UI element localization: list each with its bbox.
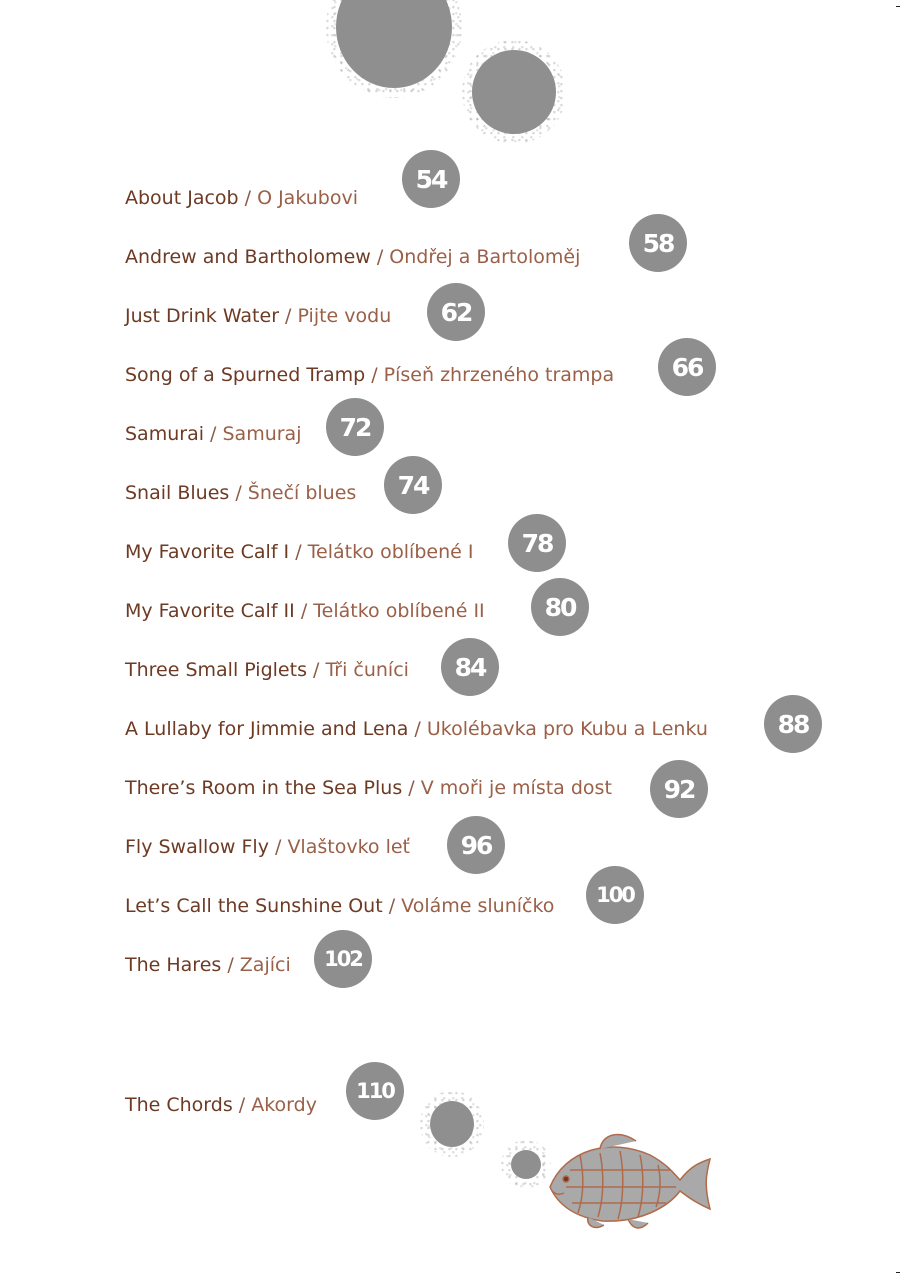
- toc-title-czech: V moři je místa dost: [420, 777, 612, 799]
- toc-separator: /: [402, 777, 421, 799]
- page-number-bubble: 96: [447, 816, 505, 874]
- toc-entry[interactable]: [125, 658, 409, 682]
- toc-title-english: Snail Blues: [125, 482, 230, 504]
- toc-entry[interactable]: [125, 245, 580, 269]
- toc-title-english: Song of a Spurned Tramp: [125, 364, 366, 386]
- toc-title-czech: Píseň zhrzeného trampa: [383, 364, 615, 386]
- crop-mark-bottom-right: [896, 1272, 900, 1273]
- toc-title-english: The Hares: [125, 954, 222, 976]
- toc-entry[interactable]: [125, 481, 356, 505]
- page-number-bubble: 102: [314, 930, 372, 988]
- toc-entry[interactable]: [125, 953, 291, 977]
- page-number-bubble: 84: [441, 638, 499, 696]
- toc-title-english: A Lullaby for Jimmie and Lena: [125, 718, 409, 740]
- toc-separator: /: [232, 1094, 252, 1116]
- toc-title-english: Fly Swallow Fly: [125, 836, 269, 858]
- toc-separator: /: [382, 895, 402, 917]
- toc-entry[interactable]: [125, 422, 301, 446]
- toc-entry[interactable]: [125, 304, 391, 328]
- toc-title-czech: Telátko oblíbené II: [313, 600, 485, 622]
- toc-separator: /: [204, 423, 223, 445]
- toc-entry[interactable]: [125, 363, 614, 387]
- toc-separator: /: [238, 187, 258, 209]
- fish-icon: [540, 1125, 715, 1235]
- page-number-bubble: 92: [650, 760, 708, 818]
- toc-title-english: There’s Room in the Sea Plus: [125, 777, 403, 799]
- toc-separator: /: [294, 600, 314, 622]
- toc-title-czech: Telátko oblíbené I: [307, 541, 474, 563]
- toc-separator: /: [370, 246, 390, 268]
- toc-title-czech: Vlaštovko leť: [287, 836, 410, 858]
- toc-title-czech: Samuraj: [222, 423, 302, 445]
- toc-entry[interactable]: [125, 599, 485, 623]
- toc-entry[interactable]: [125, 186, 358, 210]
- toc-entry[interactable]: [125, 717, 708, 741]
- toc-title-english: My Favorite Calf I: [125, 541, 290, 563]
- toc-title-english: Just Drink Water: [125, 305, 280, 327]
- toc-entry[interactable]: [125, 894, 554, 918]
- toc-title-czech: Zajíci: [239, 954, 291, 976]
- decorative-bubble-medium: [472, 50, 556, 134]
- toc-entry[interactable]: [125, 776, 612, 800]
- toc-title-czech: Voláme sluníčko: [401, 895, 555, 917]
- toc-title-czech: Ondřej a Bartoloměj: [389, 246, 581, 268]
- toc-separator: /: [408, 718, 427, 740]
- toc-title-english: Andrew and Bartholomew: [125, 246, 371, 268]
- toc-title-english: The Chords: [125, 1094, 233, 1116]
- page-number-bubble: 58: [629, 214, 687, 272]
- toc-title-czech: Akordy: [251, 1094, 317, 1116]
- page-number-bubble: 88: [764, 695, 822, 753]
- page-number-bubble: 74: [384, 456, 442, 514]
- toc-title-english: Let’s Call the Sunshine Out: [125, 895, 383, 917]
- toc-title-czech: Šnečí blues: [247, 482, 357, 504]
- page-number-bubble: 80: [531, 578, 589, 636]
- decorative-bubble-small: [430, 1101, 474, 1147]
- page-number-bubble: 54: [402, 150, 460, 208]
- toc-entry[interactable]: [125, 835, 410, 859]
- toc-title-english: Samurai: [125, 423, 204, 445]
- page-number-bubble: 62: [427, 283, 485, 341]
- toc-separator: /: [306, 659, 326, 681]
- toc-title-czech: Ukolébavka pro Kubu a Lenku: [426, 718, 708, 740]
- decorative-bubble-tiny: [511, 1150, 541, 1179]
- page-number-bubble: 110: [346, 1062, 404, 1120]
- toc-title-english: My Favorite Calf II: [125, 600, 295, 622]
- toc-separator: /: [221, 954, 240, 976]
- decorative-bubble-large: [336, 0, 452, 88]
- toc-entry[interactable]: [125, 1093, 317, 1117]
- toc-title-czech: O Jakubovi: [257, 187, 358, 209]
- toc-separator: /: [229, 482, 248, 504]
- toc-entry[interactable]: [125, 540, 473, 564]
- toc-title-czech: Tři čuníci: [325, 659, 409, 681]
- page-number-bubble: 66: [658, 338, 716, 396]
- toc-separator: /: [289, 541, 308, 563]
- toc-separator: /: [365, 364, 384, 386]
- toc-title-czech: Pijte vodu: [297, 305, 392, 327]
- crop-mark-top-right: [896, 6, 900, 7]
- page-number-bubble: 78: [508, 514, 566, 572]
- toc-title-english: About Jacob: [125, 187, 239, 209]
- toc-title-english: Three Small Piglets: [125, 659, 307, 681]
- toc-separator: /: [268, 836, 288, 858]
- page-number-bubble: 100: [586, 866, 644, 924]
- page-number-bubble: 72: [326, 398, 384, 456]
- toc-separator: /: [279, 305, 298, 327]
